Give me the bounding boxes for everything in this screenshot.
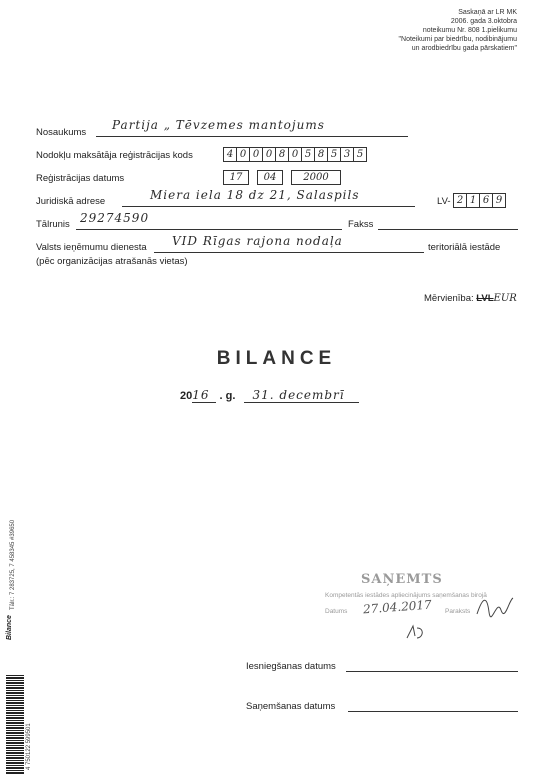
name-label: Nosaukums — [36, 127, 87, 138]
vid-value: VID Rīgas rajona nodaļa — [172, 234, 343, 248]
fax-field[interactable] — [378, 215, 518, 230]
taxcode-digit: 0 — [249, 147, 263, 162]
vid-suffix: teritoriālā iestāde — [428, 242, 501, 253]
vid-label: Valsts ieņēmumu dienesta — [36, 242, 147, 253]
barcode — [6, 675, 24, 775]
header-note-line: 2006. gada 3.oktobra — [450, 18, 517, 25]
lv-digit: 9 — [492, 193, 506, 208]
stamp-date-value: 27.04.2017 — [362, 597, 433, 617]
submitted-field[interactable] — [346, 657, 518, 672]
taxcode-digit: 5 — [353, 147, 367, 162]
day-hand: 31. decembrī — [244, 388, 358, 403]
taxcode-digit: 5 — [327, 147, 341, 162]
date-line — [180, 388, 359, 402]
header-note-line: noteikumu Nr. 808 1.pielikumu — [422, 27, 517, 34]
taxcode-digit: 3 — [340, 147, 354, 162]
barcode-number: 4 750122 599501 — [26, 723, 32, 770]
regdate-day: 17 — [223, 170, 249, 185]
unit-struck: LVL — [476, 293, 494, 304]
g-label: . g. — [219, 390, 236, 402]
taxcode-boxes[interactable] — [224, 147, 367, 162]
regdate-year: 2000 — [291, 170, 341, 185]
stamp-line1: Kompetentās iestādes apliecinājums saņemšanas birojā — [325, 592, 487, 599]
taxcode-digit: 0 — [236, 147, 250, 162]
year-hand: 16 — [192, 388, 215, 403]
lv-digit: 2 — [453, 193, 467, 208]
page-title: BILANCE — [216, 348, 337, 369]
year-prefix: 20 — [180, 390, 193, 402]
address-label: Juridiskā adrese — [36, 196, 106, 207]
taxcode-digit: 0 — [288, 147, 302, 162]
lv-digit: 1 — [466, 193, 480, 208]
received-stamp — [325, 572, 525, 642]
fax-label: Fakss — [348, 219, 374, 230]
taxcode-digit: 8 — [314, 147, 328, 162]
stamp-sign-label: Paraksts — [445, 608, 471, 615]
phone-label: Tālrunis — [36, 219, 70, 230]
submitted-label: Iesniegšanas datums — [246, 661, 336, 672]
publisher-logo: Bilance — [6, 615, 13, 640]
taxcode-label: Nodokļu maksātāja reģistrācijas kods — [36, 150, 193, 161]
regdate-month: 04 — [257, 170, 283, 185]
header-note-line: Saskaņā ar LR MK — [458, 9, 517, 16]
stamp-title: SAŅEMTS — [361, 572, 443, 587]
received-label: Saņemšanas datums — [246, 701, 336, 712]
taxcode-digit: 0 — [262, 147, 276, 162]
header-note-line: "Noteikumi par biedrību, nodibinājumu — [398, 36, 517, 43]
unit-label — [424, 293, 517, 304]
regdate-label: Reģistrācijas datums — [36, 173, 125, 184]
phone-value: 29274590 — [80, 211, 150, 225]
print-info: Tālr.: 7 283725, 7 458345 #39650 — [10, 519, 16, 610]
regdate-boxes[interactable] — [224, 170, 341, 185]
taxcode-digit: 4 — [223, 147, 237, 162]
header-note — [317, 8, 517, 53]
signature-mark — [475, 594, 515, 623]
lv-label: LV- — [437, 196, 451, 207]
name-value: Partija „ Tēvzemes mantojums — [112, 118, 325, 132]
taxcode-digit: 8 — [275, 147, 289, 162]
taxcode-digit: 5 — [301, 147, 315, 162]
header-note-line: un arodbiedrību gada pārskatiem" — [411, 45, 517, 52]
received-field[interactable] — [348, 697, 518, 712]
unit-label-text: Mērvienība: — [424, 293, 474, 304]
lv-digit: 6 — [479, 193, 493, 208]
initials-mark — [405, 624, 427, 645]
address-value: Miera iela 18 dz 21, Salaspils — [150, 188, 360, 202]
lv-boxes[interactable] — [454, 193, 506, 208]
unit-value: EUR — [493, 293, 517, 304]
stamp-date-label: Datums — [325, 608, 348, 615]
vid-note: (pēc organizācijas atrašanās vietas) — [36, 256, 188, 267]
